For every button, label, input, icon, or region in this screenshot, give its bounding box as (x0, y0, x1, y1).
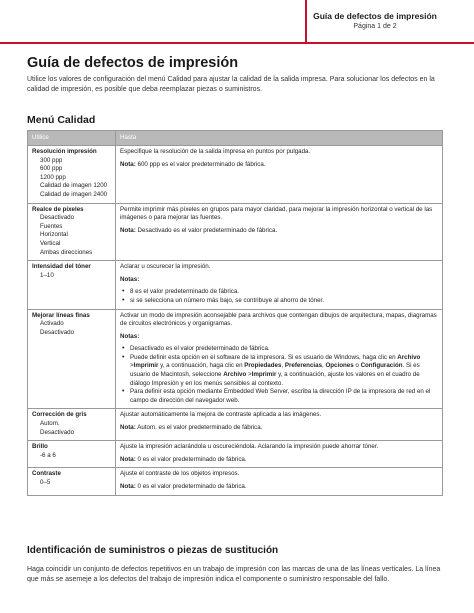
description-cell (116, 441, 443, 468)
setting-name: Contraste (32, 470, 61, 478)
description-text: Ajustar automáticamente la mejora de contraste aplicada a las imágenes. (120, 411, 322, 419)
setting-option: 0–5 (40, 479, 51, 486)
note-text (120, 424, 438, 433)
notes-label: Notas: (120, 332, 140, 340)
header-horizontal-rule (0, 42, 474, 44)
menu-section-title: Menú Calidad (27, 114, 96, 126)
setting-option: Calidad de imagen 2400 (40, 190, 108, 198)
note-text-span: . Si es usuario de Macintosh, seleccione (130, 362, 420, 379)
menu-path-bold: Opciones (325, 362, 354, 370)
note-text (120, 161, 438, 170)
description-text: Aclarar u oscurecer la impresión. (120, 263, 211, 271)
setting-option: Desactivado (40, 328, 75, 336)
setting-cell (28, 409, 116, 441)
quality-menu-table (27, 130, 443, 496)
setting-name: Resolución impresión (32, 148, 97, 155)
note-body: Autom. es el valor predeterminado de fábrica. (137, 424, 263, 432)
header-title: Guía de defectos de impresión (313, 11, 437, 21)
column-header-use: Utilice (28, 131, 116, 146)
setting-option: Calidad de imagen 1200 (40, 182, 108, 190)
note-text (120, 227, 438, 236)
setting-option: 600 ppp (40, 165, 63, 173)
setting-name: Mejorar líneas finas (32, 311, 90, 319)
document-title: Guía de defectos de impresión (27, 55, 239, 71)
note-text-span: > (246, 371, 252, 379)
table-header-row (28, 131, 443, 146)
table-row (28, 309, 443, 409)
setting-cell (28, 309, 116, 409)
header-vertical-rule (305, 0, 307, 44)
setting-option: Autom. (40, 420, 60, 428)
setting-option: -6 a 6 (40, 451, 56, 459)
note-text-span: , (281, 362, 285, 370)
note-body: Desactivado es el valor predeterminado de fábrica. (137, 226, 278, 234)
setting-cell (28, 261, 116, 309)
note-bullet (120, 354, 438, 388)
setting-cell (28, 441, 116, 468)
setting-option: 300 ppp (40, 156, 63, 164)
description-cell (116, 309, 443, 409)
note-text-span: y, a continuación, haga clic en (158, 362, 245, 370)
setting-option: Fuentes (40, 222, 63, 230)
description-cell (116, 146, 443, 204)
note-text-span: > (130, 362, 134, 370)
setting-option: Desactivado (40, 214, 75, 222)
note-text (120, 456, 438, 465)
menu-path-bold: Preferencias (284, 362, 323, 370)
setting-option: Ambas direcciones (40, 248, 93, 256)
note-label: Nota: (120, 424, 136, 432)
description-text: Activar un modo de impresión aconsejable para archivos que contengan dibujos de arquitectura, mapas, diagramas de circuitos electrónicos y organigramas. (120, 311, 437, 328)
table-row (28, 203, 443, 261)
setting-option: Desactivado (40, 428, 75, 436)
menu-path-bold: Propiedades (244, 362, 282, 370)
description-cell (116, 409, 443, 441)
note-bullet: • Desactivado es el valor predeterminado de fábrica. (120, 345, 438, 354)
setting-name: Corrección de gris (32, 411, 87, 419)
setting-option: Horizontal (40, 231, 68, 239)
note-text-span: y, a continuación, ajuste los valores en el cuadro de diálogo Impresión y en los menús sensibles al contexto. (130, 371, 420, 387)
column-header-to: Hasta (116, 131, 443, 146)
setting-cell (28, 468, 116, 495)
note-body: 600 ppp es el valor predeterminado de fábrica. (137, 160, 266, 168)
setting-option: Activado (40, 320, 64, 328)
note-label: Nota: (120, 455, 136, 463)
note-bullet: • si se selecciona un número más bajo, se contribuye al ahorro de tóner. (120, 297, 438, 306)
note-bullet: • 8 es el valor predeterminado de fábrica. (120, 288, 438, 297)
setting-option: 1200 ppp (40, 173, 66, 181)
intro-paragraph: Utilice los valores de configuración del menú Calidad para ajustar la calidad de la salida impresa. Para solucionar los defectos en la calidad de impresión, es posible que deba reemplazar piezas o suministros. (27, 76, 435, 93)
setting-name: Brillo (32, 443, 48, 451)
note-body: 0 es el valor predeterminado de fábrica. (137, 483, 247, 490)
setting-cell (28, 203, 116, 261)
note-text-span: Puede definir esta opción en el software de la impresora. Si es usuario de Windows, haga clic en (130, 353, 398, 361)
description-cell (116, 261, 443, 309)
header-page-number: Página 1 de 2 (353, 23, 397, 30)
note-label: Nota: (120, 483, 136, 490)
menu-path-bold: Archivo (223, 371, 247, 379)
note-body: 0 es el valor predeterminado de fábrica. (137, 455, 247, 463)
setting-name: Realce de píxeles (32, 205, 84, 213)
setting-option: 1–10 (40, 271, 54, 279)
note-label: Nota: (120, 226, 136, 234)
description-cell (116, 203, 443, 261)
note-label: Nota: (120, 160, 136, 168)
menu-path-bold: Configuración (360, 362, 403, 370)
description-text: Ajuste el contraste de los objetos impresos. (120, 470, 240, 478)
menu-path-bold: Imprimir (133, 362, 159, 370)
description-text: Especifique la resolución de la salida impresa en puntos por pulgada. (120, 148, 311, 155)
notes-label: Notas: (120, 275, 140, 283)
note-text-span: , (322, 362, 326, 370)
supplies-paragraph: Haga coincidir un conjunto de defectos repetitivos en un trabajo de impresión con las marcas de una de las líneas verticales. La línea que más se asemeje a los defectos del trabajo de impresión indica el componente o suministro responsable del fallo. (27, 566, 441, 583)
table-row (28, 261, 443, 309)
table-row (28, 146, 443, 204)
supplies-section-title: Identificación de suministros o piezas de sustitución (27, 545, 279, 556)
menu-path-bold: Archivo (397, 353, 421, 361)
setting-name: Intensidad del tóner (32, 263, 91, 271)
note-bullet: • Para definir esta opción mediante Embedded Web Server, escriba la dirección IP de la impresora de red en el campo de dirección del navegador web. (120, 388, 438, 405)
note-text (120, 483, 438, 492)
menu-path-bold: Imprimir (251, 371, 277, 379)
setting-option: Vertical (40, 239, 61, 247)
description-text: Ajuste la impresión aclarándola u oscureciéndola. Aclarando la impresión puede ahorrar tóner. (120, 443, 379, 451)
setting-cell (28, 146, 116, 204)
description-text: Permite imprimir más píxeles en grupos para mayor claridad, para mejorar la impresión horizontal o vertical de las imágenes o para mejorar las fuentes. (120, 205, 433, 222)
description-cell (116, 468, 443, 495)
table-row (28, 441, 443, 468)
table-row (28, 409, 443, 441)
table-row (28, 468, 443, 495)
note-text-span: o (353, 362, 361, 370)
